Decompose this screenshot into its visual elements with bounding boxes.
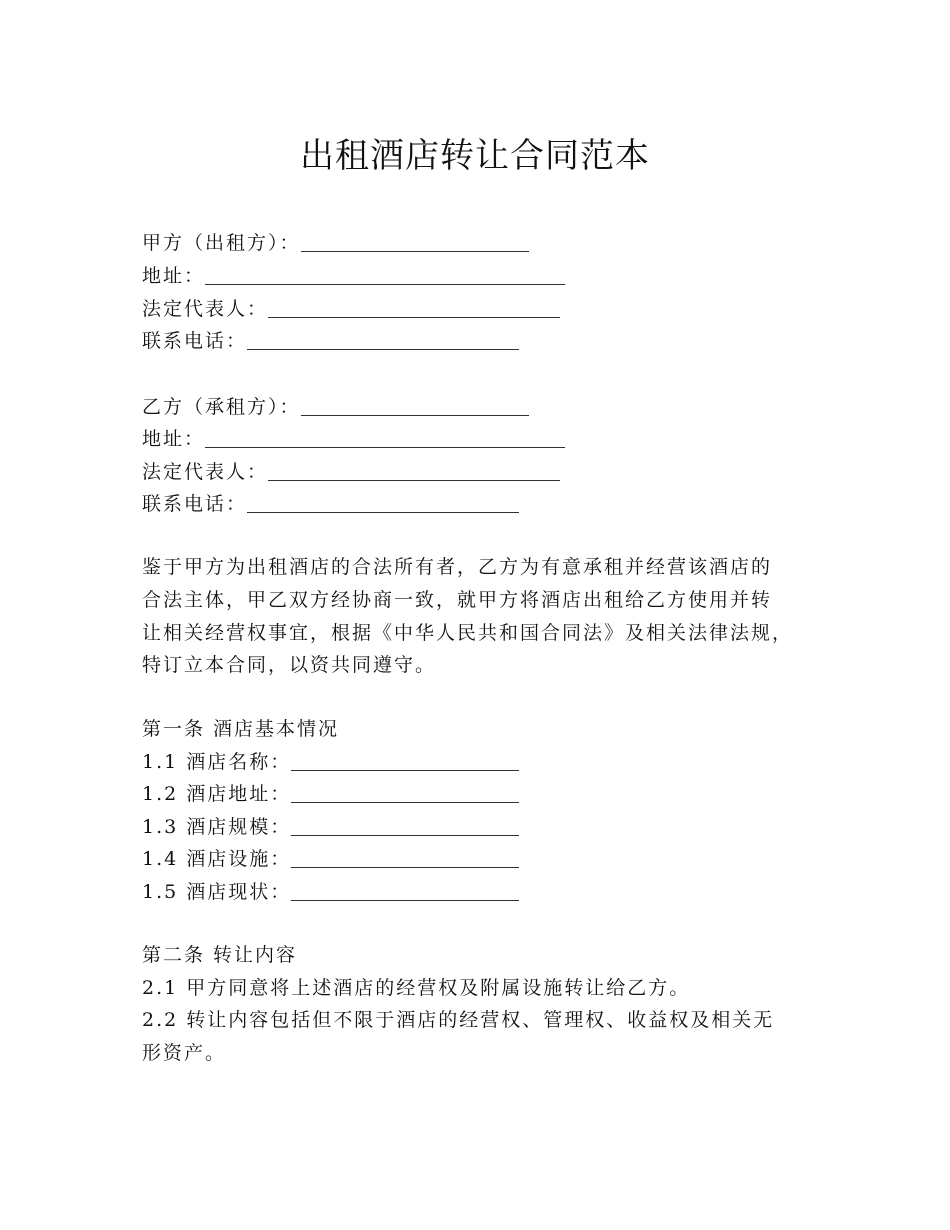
article-1-item-blank: [291, 746, 519, 771]
party-a-phone-label: 联系电话：: [142, 330, 248, 352]
party-a-phone-line: [142, 325, 519, 357]
party-a-name-blank: [301, 227, 529, 252]
article-1-item-label: 1.3 酒店规模：: [142, 816, 292, 838]
party-b-phone-line: [142, 488, 519, 520]
party-b-phone-label: 联系电话：: [142, 493, 248, 515]
party-a-legal-rep-label: 法定代表人：: [142, 298, 269, 320]
article-1-item-label: 1.2 酒店地址：: [142, 783, 292, 805]
article-1-item: [142, 811, 519, 843]
article-1-item-label: 1.1 酒店名称：: [142, 751, 292, 773]
article-1-item-blank: [291, 843, 519, 868]
preamble-line: 让相关经营权事宜，根据《中华人民共和国合同法》及相关法律法规，: [142, 622, 794, 644]
article-2-line: 形资产。: [142, 1042, 227, 1064]
article-1-heading: 第一条 酒店基本情况: [142, 718, 340, 740]
party-a-address-line: [142, 260, 565, 292]
article-1-item: [142, 746, 519, 778]
article-2-heading: 第二条 转让内容: [142, 944, 298, 966]
article-1-item-blank: [291, 778, 519, 803]
party-b-name-blank: [301, 391, 529, 416]
party-a-legal-rep-line: [142, 293, 560, 325]
article-1-item: [142, 778, 519, 810]
article-1-item: [142, 843, 519, 875]
party-b-address-blank: [205, 423, 565, 448]
party-b-phone-blank: [247, 488, 519, 513]
party-b-address-label: 地址：: [142, 428, 206, 450]
party-a-phone-blank: [247, 325, 519, 350]
article-2-line: 2.1 甲方同意将上述酒店的经营权及附属设施转让给乙方。: [142, 977, 691, 999]
preamble-line: 鉴于甲方为出租酒店的合法所有者，乙方为有意承租并经营该酒店的: [142, 556, 773, 578]
party-b-heading: 乙方（承租方）：: [142, 396, 301, 418]
party-b-legal-rep-blank: [268, 456, 560, 481]
document-title: 出租酒店转让合同范本: [300, 136, 650, 176]
article-1-item-blank: [291, 876, 519, 901]
party-a-heading-line: [142, 227, 529, 259]
party-a-legal-rep-blank: [268, 293, 560, 318]
article-2-line: 2.2 转让内容包括但不限于酒店的经营权、管理权、收益权及相关无: [142, 1009, 775, 1031]
party-a-address-blank: [205, 260, 565, 285]
article-1-item-blank: [291, 811, 519, 836]
article-1-item-label: 1.4 酒店设施：: [142, 848, 292, 870]
preamble-line: 合法主体，甲乙双方经协商一致，就甲方将酒店出租给乙方使用并转: [142, 589, 773, 611]
article-1-item: [142, 876, 519, 908]
article-1-item-label: 1.5 酒店现状：: [142, 881, 292, 903]
party-b-address-line: [142, 423, 565, 455]
party-b-legal-rep-label: 法定代表人：: [142, 461, 269, 483]
party-b-legal-rep-line: [142, 456, 560, 488]
party-a-address-label: 地址：: [142, 265, 206, 287]
party-b-heading-line: [142, 391, 529, 423]
preamble-line: 特订立本合同，以资共同遵守。: [142, 654, 437, 676]
party-a-heading: 甲方（出租方）：: [142, 232, 301, 254]
